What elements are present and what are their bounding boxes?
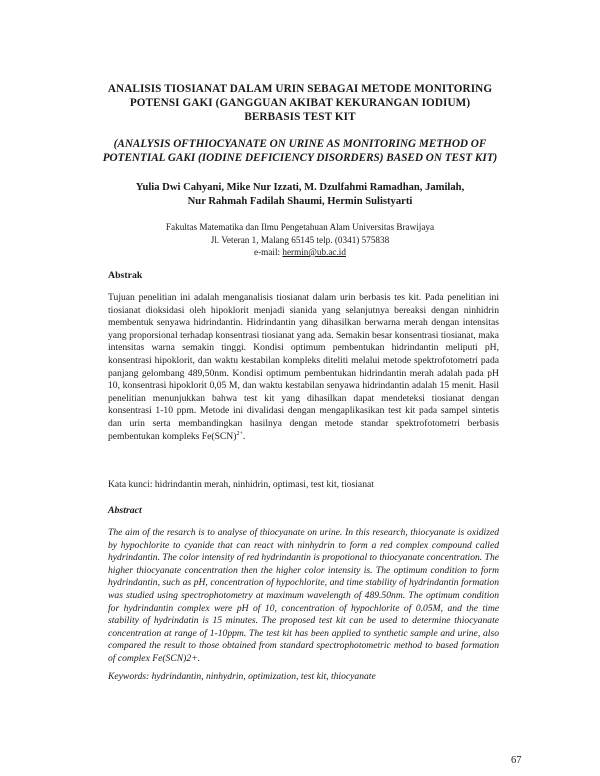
author-list: [80, 181, 520, 209]
paper-title-indonesian: [80, 82, 520, 124]
authors-line: Nur Rahmah Fadilah Shaumi, Hermin Sulistyarti: [187, 196, 413, 207]
abstract-heading: Abstract: [108, 505, 142, 516]
title-line: ANALISIS TIOSIANAT DALAM URIN SEBAGAI METODE MONITORING: [107, 83, 493, 95]
affiliation-line: Jl. Veteran 1, Malang 65145 telp. (0341) 575838: [210, 234, 390, 245]
affiliation-line: Fakultas Matematika dan Ilmu Pengetahuan Alam Universitas Brawijaya: [165, 222, 435, 232]
title-line: BERBASIS TEST KIT: [244, 111, 356, 123]
paper-title-english: [80, 137, 520, 165]
abstrak-end: .: [242, 430, 246, 442]
affiliation: [80, 221, 520, 259]
title-line: (ANALYSIS OFTHIOCYANATE ON URINE AS MONITORING METHOD OF: [113, 138, 487, 150]
email-link[interactable]: hermin@ub.ac.id: [282, 247, 346, 257]
abstrak-body: [108, 292, 499, 443]
title-line: POTENTIAL GAKI (IODINE DEFICIENCY DISORDERS) BASED ON TEST KIT): [102, 152, 498, 164]
charge-superscript: 2+: [236, 430, 243, 437]
page-number: 67: [511, 755, 522, 766]
title-line: POTENSI GAKI (GANGGUAN AKIBAT KEKURANGAN IODIUM): [129, 97, 471, 109]
abstrak-heading: Abstrak: [108, 270, 143, 281]
email-line: [80, 246, 520, 259]
abstract-body: The aim of the resarch is to analyse of thiocyanate on urine. In this research, thiocyanate is oxidized by hypochlorite to cyanide that can react with ninhydrin to form a red complex compound called hydrindantin. The color intensity of red hydrindantin is propotional to thiocyanate concentration. The higher thiocyanate concentration then the higher color intensity is. The optimum condition to form hydrindantin, such as pH, concentration of hypochlorite, and time stability of hydrindantin formation was studied using spectrophotometry at maximum wavelength of 489.50nm. The optimum condition for hydrindantin complex were pH of 10, concentration of hypochlorite of 0.05M, and the time stability of hydrindatin is 15 minutes. The proposed test kit can be used to determine thiocyanate concentration at range of 1-10ppm. The test kit has been applied to synthetic sample and urine, also compared the result to those obtained from standard spectrophotometric method to based formation of complex Fe(SCN)2+.: [108, 527, 499, 664]
keywords: Keywords: hydrindantin, ninhydrin, optimization, test kit, thiocyanate: [108, 671, 376, 682]
email-label: e-mail:: [254, 247, 283, 257]
kata-kunci: Kata kunci: hidrindantin merah, ninhidrin, optimasi, test kit, tiosianat: [108, 479, 374, 490]
abstrak-text: Tujuan penelitian ini adalah menganalisis tiosianat dalam urin berbasis tes kit. Pada penelitian ini tiosianat dioksidasi oleh hipoklorit menjadi sianida yang selanjutnya bereaksi dengan ninhidrin membentuk senyawa hidrindantin. Hidrindantin yang dihasilkan berwarna merah dengan intensitas yang proporsional terhadap konsentrasi tiosianat yang ada. Semakin besar konsentrasi tiosianat, maka intensitas warna semakin tinggi. Kondisi optimum pembentukan hidrindantin meliputi pH, konsentrasi hipoklorit, dan waktu kestabilan kompleks diteliti melalui metode spektrofotometri pada panjang gelombang 489,50nm. Kondisi optimum pembentukan hidrindantin merah adalah pada pH 10, konsentrasi hipoklorit 0,05 M, dan waktu kestabilan senyawa hidrindantin adalah 15 menit. Hasil penelitian menunjukkan bahwa test kit yang dihasilkan dapat mendeteksi tiosianat dengan konsentrasi 1-10 ppm. Metode ini divalidasi dengan mengaplikasikan test kit pada sampel sintetis dan urin serta membandingkan hasilnya dengan metode standar spektrofotometri berbasis pembentukan kompleks Fe(SCN): [108, 292, 499, 442]
authors-line: Yulia Dwi Cahyani, Mike Nur Izzati, M. Dzulfahmi Ramadhan, Jamilah,: [135, 182, 465, 193]
